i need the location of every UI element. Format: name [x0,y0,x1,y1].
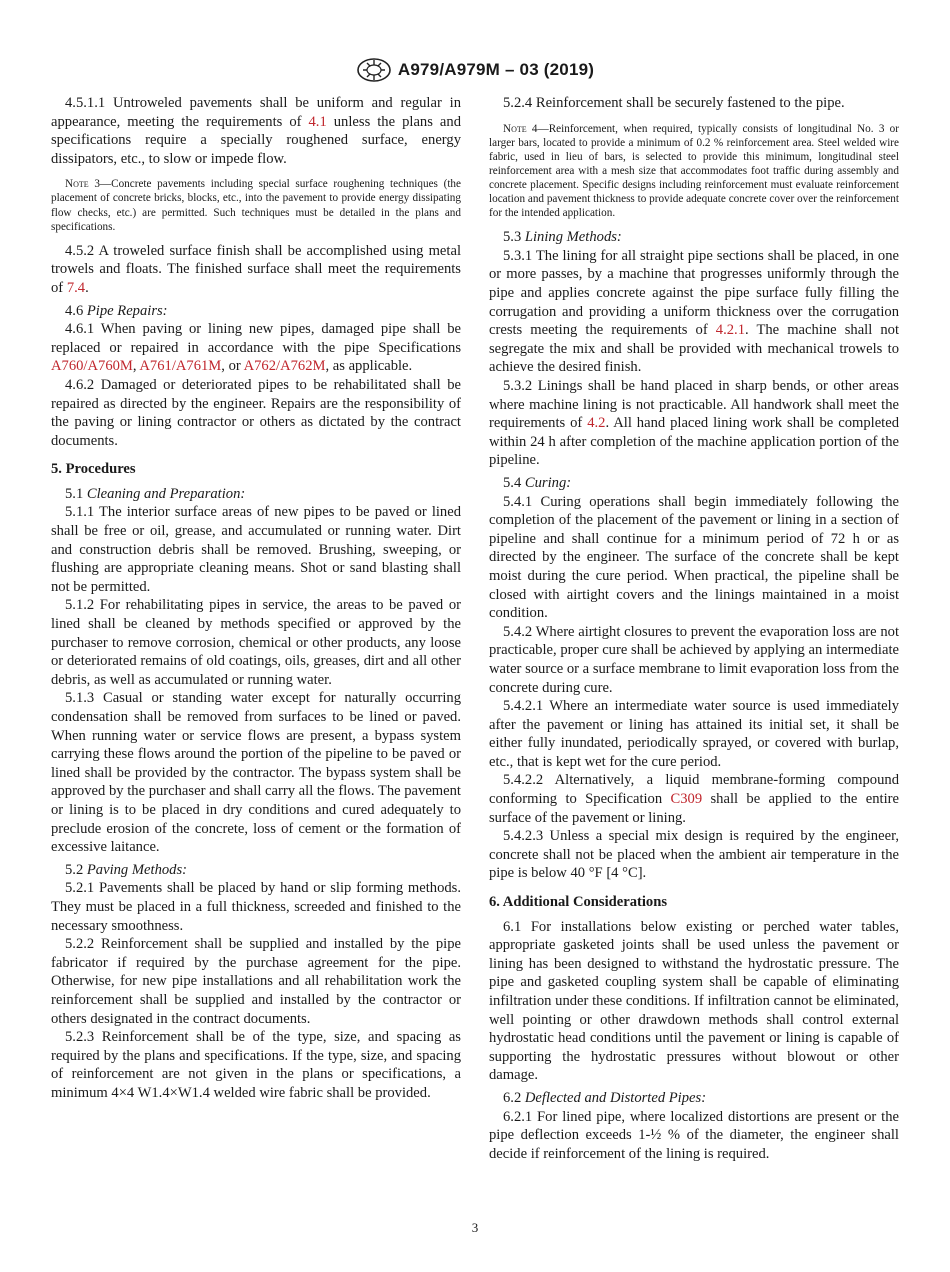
para-5-1-3: 5.1.3 Casual or standing water except for naturally occurring condensation shall be removed from surfaces to be lined or paved. When running water or service flows are present, a bypass system carrying these flows around the portion of the pipeline to be paved or lined shall be provided by the contractor. The bypass system shall be approved by the purchaser and shall carry all the flows. The pavement or lining is to be placed in dry conditions and cured adequately to preclude erosion of the concrete, loss of cement or the formation of excessive laitance. [51,690,461,856]
para-4-6-1: 4.6.1 When paving or lining new pipes, damaged pipe shall be replaced or repaired in accordance with the pipe Specifications A760/A760M, A761/A761M, or A762/A762M, as applicable. [51,321,461,375]
page-header [0,57,950,88]
para-5-4-2: 5.4.2 Where airtight closures to prevent the evaporation loss are not practicable, proper cure shall be achieved by applying an intermediate water source or a surface membrane to limit evaporation loss from the concrete during cure. [489,623,899,696]
para-5-4-2-1: 5.4.2.1 Where an intermediate water source is used immediately after the pavement or lining has attained its initial set, it shall be either fully inundated, periodically sprayed, or covered with burlap, etc., that is kept wet for the cure period. [489,698,899,770]
heading-4-6: 4.6 Pipe Repairs: [65,302,168,319]
heading-5-1: 5.1 Cleaning and Preparation: [65,485,246,502]
para-5-4-2-2: 5.4.2.2 Alternatively, a liquid membrane-forming compound conforming to Specification C309 shall be applied to the entire surface of the pavement or lining. [489,772,899,826]
left-column [51,94,461,1102]
heading-5-4: 5.4 Curing: [503,474,572,491]
para-4-5-1-1: 4.5.1.1 Untroweled pavements shall be uniform and regular in appearance, meeting the requirements of 4.1 unless the plans and specifications require a specially roughened surface, energy dissipators, etc., to slow or impede flow. [51,95,461,167]
link-a760[interactable]: A760/A760M [51,358,133,375]
para-5-3-2: 5.3.2 Linings shall be hand placed in sharp bends, or other areas where machine lining is not practicable. All handwork shall meet the requirements of 4.2. All hand placed lining work shall be completed within 24 h after completion of the machine application portion of the pipeline. [489,378,899,469]
para-5-3-1: 5.3.1 The lining for all straight pipe sections shall be placed, in one or more passes, by a machine that progresses uniformly through the pipe and applies concrete against the pipe surface fully filling the corrugation and providing a uniform thickness over the corrugation crests meeting the requirements of 4.2.1. The machine shall not segregate the mix and shall be provided with mechanical trowels to achieve the desired finish. [489,247,900,376]
document-designation: A979/A979M – 03 (2019) [397,60,595,79]
note-4: Note 4—Reinforcement, when required, typically consists of longitudinal No. 3 or larger bars, located to provide a minimum of 0.2 % reinforcement area. Steel welded wire fabric, used in lieu of bars, is selected to provide this minimum, longitudinal steel reinforcement area with a mesh size that accommodates foot traffic during assembly and concrete placement. Specific designs including reinforcement must evaluate reinforcement location and pavement thickness to provide adequate concrete cover over the reinforcement for the intended application. [489,122,899,220]
astm-logo-icon [356,57,392,83]
heading-5-2: 5.2 Paving Methods: [65,861,187,878]
section-5-heading: 5. Procedures [51,461,136,478]
para-4-6-2: 4.6.2 Damaged or deteriorated pipes to be rehabilitated shall be repaired as directed by the engineer. Repairs are the responsibility of the paving or lining contractor or others as dictated by the contract documents. [51,376,461,449]
right-column [489,94,899,1163]
heading-6-2: 6.2 Deflected and Distorted Pipes: [503,1089,707,1106]
para-5-4-2-3: 5.4.2.3 Unless a special mix design is required by the engineer, concrete shall not be placed when the ambient air temperature in the pipe is below 40 °F [4 °C]. [489,828,899,882]
para-5-1-1: 5.1.1 The interior surface areas of new pipes to be paved or lined shall be free or oil, grease, and accumulated or running water. Dirt and construction debris shall be removed. Brushing, sweeping, or flushing are appropriate cleaning means. Shot or sand blasting shall not be permitted. [51,504,461,595]
para-4-5-2: 4.5.2 A troweled surface finish shall be accomplished using metal trowels and floats. The finished surface shall meet the requirements of 7.4. [51,242,461,296]
heading-5-3: 5.3 Lining Methods: [503,229,622,246]
link-a762[interactable]: A762/A762M [243,358,326,375]
link-c309[interactable]: C309 [670,791,703,808]
para-5-1-2: 5.1.2 For rehabilitating pipes in service, the areas to be paved or lined shall be cleaned by methods specified or approved by the purchaser to remove corrosion, chemical or other products, any loose or deteriorated remains of old coatings, oils, greases, dirt and all other debris, as well as accumulated or running water. [51,597,461,688]
note-3: Note 3—Concrete pavements including special surface roughening techniques (the placement of concrete bricks, blocks, etc., into the pavement to provide energy dissipating flow checks, etc.) are permitted. Such techniques must be detailed in the plans and specifications. [51,178,461,233]
link-7-4[interactable]: 7.4 [66,279,86,296]
para-5-2-1: 5.2.1 Pavements shall be placed by hand or slip forming methods. They must be placed in a full thickness, screeded and finished to the necessary smoothness. [51,880,461,934]
para-6-1: 6.1 For installations below existing or perched water tables, appropriate gasketed joints shall be used unless the pavement or lining has been designed to withstand the hydrostatic pressure. The pipe and gasketed coupling system shall be capable of eliminating infiltration under these conditions. If infiltration cannot be eliminated, well pointing or other drawdown methods shall control external hydrostatic head conditions until the pavement or lining is capable of supporting the hydrostatic pressures without blowout or other damage. [489,918,899,1084]
page-number: 3 [471,1220,479,1235]
section-6-heading: 6. Additional Considerations [489,894,668,911]
para-5-2-2: 5.2.2 Reinforcement shall be supplied and installed by the pipe fabricator if required by the purchase agreement for the pipe. Otherwise, for new pipe installations and all rehabilitation work the reinforcement shall be supplied and installed by the contractor or others designated in the contract documents. [51,936,461,1027]
link-4-2-1[interactable]: 4.2.1 [715,322,745,339]
para-5-4-1: 5.4.1 Curing operations shall begin immediately following the completion of the placement of the pavement or lining in a section of pipeline and shall continue for a minimum period of 72 h or as directed by the engineer. The surface of the concrete shall be kept moist during the cure period. When practical, the pipeline shall be closed with airtight covers and the linings maintained in a moist condition. [489,493,899,622]
para-5-2-4: 5.2.4 Reinforcement shall be securely fastened to the pipe. [503,95,845,111]
para-5-2-3: 5.2.3 Reinforcement shall be of the type, size, and spacing as required by the plans and specifications. If the type, size, and spacing of reinforcement are not given in the plans or specifications, a minimum 4×4 W1.4×W1.4 welded wire fabric shall be provided. [51,1029,461,1101]
link-4-2[interactable]: 4.2 [587,415,606,432]
link-a761[interactable]: A761/A761M [139,358,222,375]
para-6-2-1: 6.2.1 For lined pipe, where localized distortions are present or the pipe deflection exceeds 1-½ % of the diameter, the engineer shall decide if reinforcement of the lining is required. [489,1108,899,1162]
link-4-1[interactable]: 4.1 [308,113,327,130]
